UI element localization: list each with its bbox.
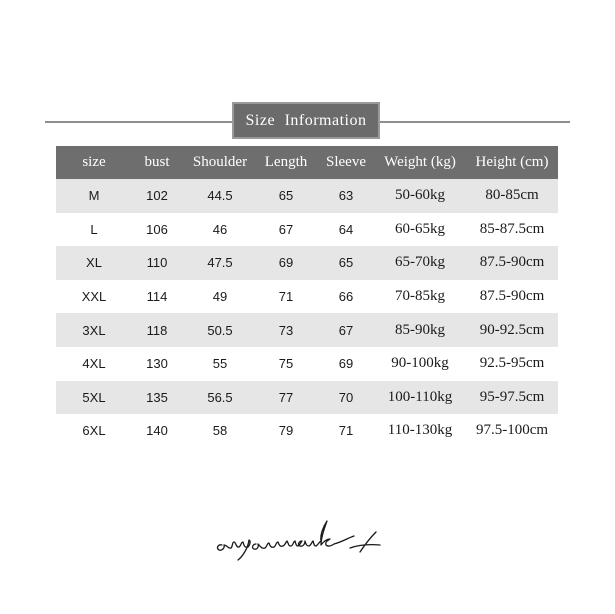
- cell-bust: 140: [146, 423, 168, 439]
- table-row: [56, 313, 558, 347]
- cell-weight: 90-100kg: [391, 355, 449, 372]
- cell-size: XL: [86, 255, 102, 271]
- cell-height: 87.5-90cm: [479, 288, 545, 305]
- cell-weight: 100-110kg: [387, 388, 453, 405]
- cell-size: 6XL: [82, 423, 106, 439]
- cell-bust: 102: [146, 188, 168, 204]
- cell-size: 5XL: [82, 389, 106, 405]
- cell-bust: 114: [146, 289, 168, 305]
- table-row: [56, 381, 558, 415]
- header-height: Height (cm): [475, 154, 549, 170]
- cell-sleeve: 67: [338, 322, 354, 338]
- header-size: size: [82, 154, 106, 170]
- cell-length: 71: [278, 289, 294, 305]
- cell-length: 67: [278, 221, 294, 237]
- cell-length: 69: [278, 255, 294, 271]
- header-bust: bust: [144, 154, 170, 170]
- cell-shoulder: 47.5: [207, 255, 233, 271]
- cell-sleeve: 66: [338, 289, 354, 305]
- cell-shoulder: 50.5: [207, 322, 233, 338]
- cell-weight: 110-130kg: [387, 422, 453, 439]
- cell-shoulder: 55: [212, 356, 228, 372]
- cell-length: 77: [278, 389, 294, 405]
- cell-sleeve: 64: [338, 221, 354, 237]
- cell-height: 95-97.5cm: [479, 388, 545, 405]
- table-row: [56, 280, 558, 314]
- table-row: [56, 246, 558, 280]
- cell-size: 4XL: [82, 356, 106, 372]
- cell-bust: 135: [146, 389, 168, 405]
- size-information-title: Size Information: [232, 102, 380, 139]
- header-shoulder: Shoulder: [192, 154, 248, 170]
- cell-sleeve: 69: [338, 356, 354, 372]
- table-row: [56, 213, 558, 247]
- cell-shoulder: 44.5: [207, 188, 233, 204]
- cell-size: M: [88, 188, 100, 204]
- cell-length: 75: [278, 356, 294, 372]
- cell-height: 85-87.5cm: [479, 220, 545, 237]
- cell-size: XXL: [81, 289, 107, 305]
- cell-weight: 65-70kg: [395, 254, 445, 271]
- cell-weight: 70-85kg: [395, 288, 445, 305]
- cell-bust: 118: [146, 322, 168, 338]
- header-sleeve: Sleeve: [326, 154, 366, 170]
- cell-sleeve: 65: [338, 255, 354, 271]
- cell-size: L: [90, 221, 98, 237]
- cell-sleeve: 63: [338, 188, 354, 204]
- cell-weight: 85-90kg: [395, 321, 445, 338]
- cell-weight: 50-60kg: [395, 187, 445, 204]
- cell-bust: 130: [146, 356, 168, 372]
- header-weight: Weight (kg): [384, 154, 456, 170]
- size-table: [56, 146, 558, 448]
- cell-height: 92.5-95cm: [479, 355, 545, 372]
- cell-shoulder: 49: [212, 289, 228, 305]
- cell-weight: 60-65kg: [395, 220, 445, 237]
- cell-shoulder: 58: [212, 423, 228, 439]
- cell-length: 73: [278, 322, 294, 338]
- brand-signature-logo: [200, 508, 420, 568]
- cell-sleeve: 71: [338, 423, 354, 439]
- title-rule-right: [380, 121, 570, 123]
- table-row: [56, 179, 558, 213]
- cell-length: 65: [278, 188, 294, 204]
- cell-sleeve: 70: [338, 389, 354, 405]
- cell-height: 87.5-90cm: [479, 254, 545, 271]
- cell-height: 97.5-100cm: [475, 422, 549, 439]
- cell-size: 3XL: [82, 322, 106, 338]
- title-rule-left: [45, 121, 233, 123]
- cell-bust: 106: [146, 221, 168, 237]
- cell-shoulder: 56.5: [207, 389, 233, 405]
- cell-bust: 110: [146, 255, 168, 271]
- cell-height: 90-92.5cm: [479, 321, 545, 338]
- table-header-row: [56, 146, 558, 179]
- cell-height: 80-85cm: [485, 187, 539, 204]
- header-length: Length: [264, 154, 308, 170]
- table-row: [56, 414, 558, 448]
- cell-shoulder: 46: [212, 221, 228, 237]
- table-row: [56, 347, 558, 381]
- cell-length: 79: [278, 423, 294, 439]
